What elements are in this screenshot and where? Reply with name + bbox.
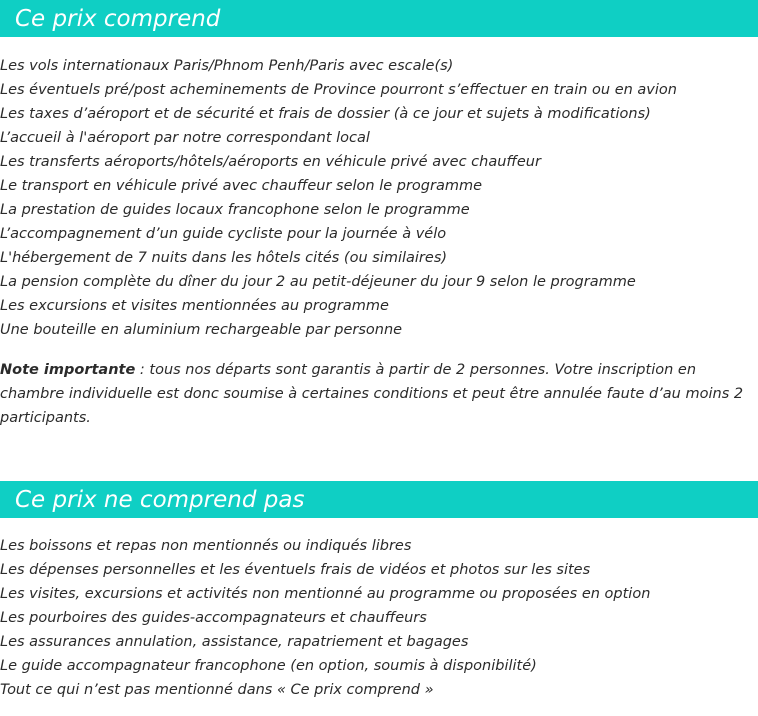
excluded-list-item: Les dépenses personnelles et les éventuels frais de vidéos et photos sur les sites bbox=[0, 562, 591, 578]
included-list-item: Les taxes d’aéroport et de sécurité et frais de dossier (à ce jour et sujets à modifications) bbox=[0, 106, 651, 122]
important-note-text: : tous nos départs sont garantis à partir de 2 personnes. Votre inscription en chambre individuelle est donc soumise à certaines conditions et peut être annulée faute d’au moins 2 participants. bbox=[0, 362, 744, 426]
included-list-item: L’accueil à l'aéroport par notre correspondant local bbox=[0, 130, 370, 146]
important-note bbox=[0, 358, 758, 430]
included-list-item: Une bouteille en aluminium rechargeable par personne bbox=[0, 322, 403, 338]
included-list-item: Les vols internationaux Paris/Phnom Penh/Paris avec escale(s) bbox=[0, 58, 454, 74]
included-list-item: La prestation de guides locaux francophone selon le programme bbox=[0, 202, 470, 218]
included-list-item: La pension complète du dîner du jour 2 au petit-déjeuner du jour 9 selon le programme bbox=[0, 274, 636, 290]
excluded-section-title: Ce prix ne comprend pas bbox=[15, 486, 305, 513]
included-list bbox=[0, 54, 758, 342]
excluded-section-header bbox=[0, 481, 758, 518]
included-list-item: L’accompagnement d’un guide cycliste pour la journée à vélo bbox=[0, 226, 447, 242]
excluded-list-item: Tout ce qui n’est pas mentionné dans « Ce prix comprend » bbox=[0, 682, 434, 698]
included-list-item: Le transport en véhicule privé avec chauffeur selon le programme bbox=[0, 178, 483, 194]
included-list-item: Les transferts aéroports/hôtels/aéroports en véhicule privé avec chauffeur bbox=[0, 154, 541, 170]
included-section-title: Ce prix comprend bbox=[15, 5, 221, 32]
excluded-list-item: Le guide accompagnateur francophone (en option, soumis à disponibilité) bbox=[0, 658, 537, 674]
excluded-list-item: Les visites, excursions et activités non mentionné au programme ou proposées en option bbox=[0, 586, 651, 602]
excluded-list-item: Les assurances annulation, assistance, rapatriement et bagages bbox=[0, 634, 469, 650]
excluded-list bbox=[0, 534, 758, 702]
excluded-list-item: Les boissons et repas non mentionnés ou indiqués libres bbox=[0, 538, 412, 554]
included-list-item: Les excursions et visites mentionnées au programme bbox=[0, 298, 389, 314]
included-list-item: L'hébergement de 7 nuits dans les hôtels cités (ou similaires) bbox=[0, 250, 448, 266]
included-list-item: Les éventuels pré/post acheminements de Province pourront s’effectuer en train ou en avion bbox=[0, 82, 677, 98]
included-section-header bbox=[0, 0, 758, 37]
excluded-list-item: Les pourboires des guides-accompagnateurs et chauffeurs bbox=[0, 610, 427, 626]
important-note-label: Note importante bbox=[0, 362, 136, 378]
